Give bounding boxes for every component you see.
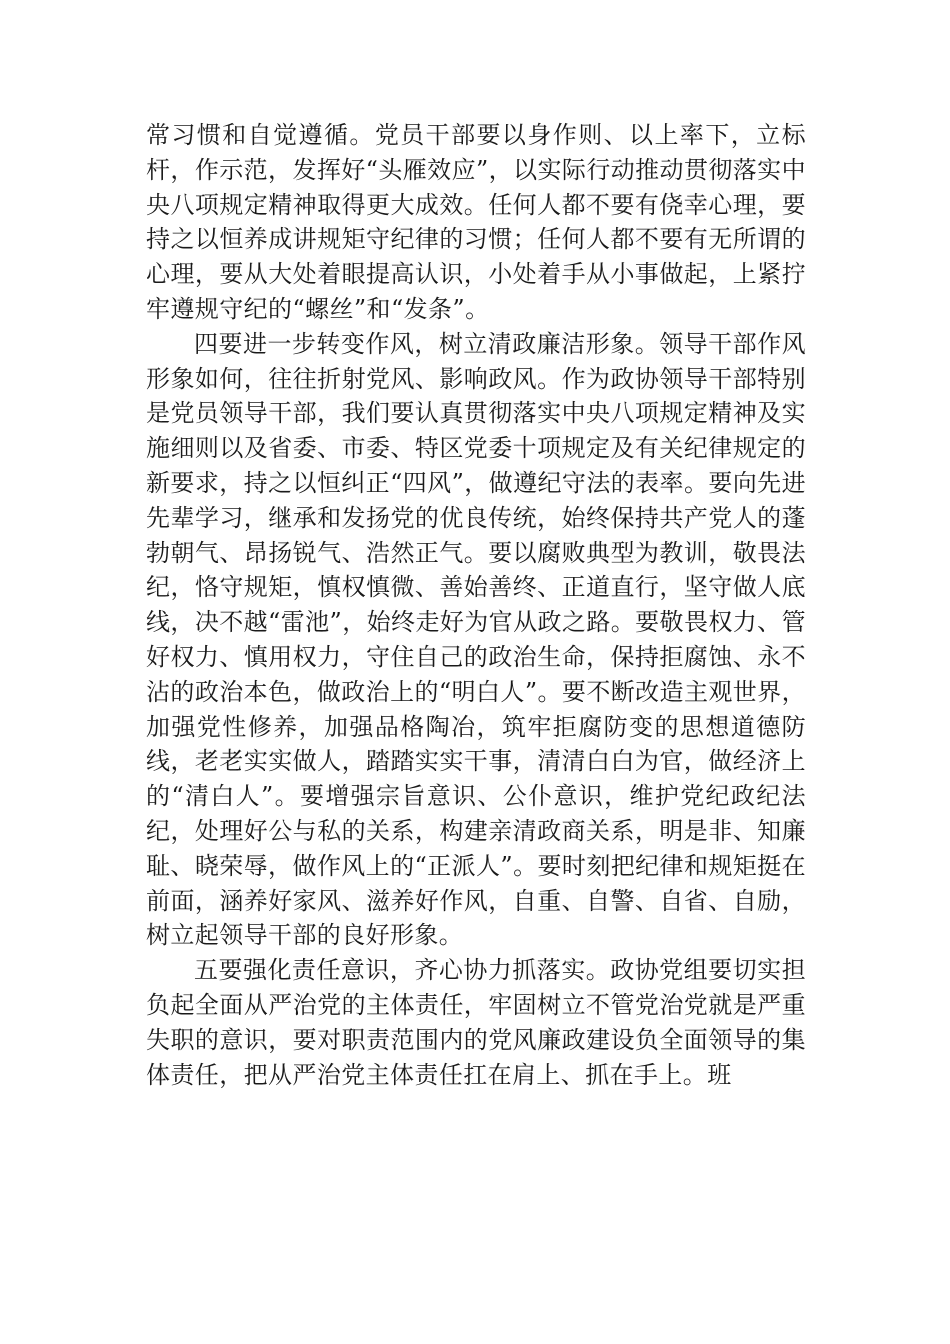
document-body [146,118,806,1092]
paragraph-continuation: 常习惯和自觉遵循。党员干部要以身作则、以上率下，立标杆，作示范，发挥好“头雁效应”，以实际行动推动贯彻落实中央八项规定精神取得更大成效。任何人都不要有侥幸心理，要持之以恒养成讲规矩守纪律的习惯；任何人都不要有无所谓的心理，要从大处着眼提高认识，小处着手从小事做起，上紧拧牢遵规守纪的“螺丝”和“发条”。 [146,121,806,323]
paragraph-point-five: 五要强化责任意识，齐心协力抓落实。政协党组要切实担负起全面从严治党的主体责任，牢固树立不管党治党就是严重失职的意识，要对职责范围内的党风廉政建设负全面领导的集体责任，把从严治党主体责任扛在肩上、抓在手上。班 [146,956,806,1089]
paragraph-point-four: 四要进一步转变作风，树立清政廉洁形象。领导干部作风形象如何，往往折射党风、影响政风。作为政协领导干部特别是党员领导干部，我们要认真贯彻落实中央八项规定精神及实施细则以及省委、市委、特区党委十项规定及有关纪律规定的新要求，持之以恒纠正“四风”，做遵纪守法的表率。要向先进先辈学习，继承和发扬党的优良传统，始终保持共产党人的蓬勃朝气、昂扬锐气、浩然正气。要以腐败典型为教训，敬畏法纪，恪守规矩，慎权慎微、善始善终、正道直行，坚守做人底线，决不越“雷池”，始终走好为官从政之路。要敬畏权力、管好权力、慎用权力，守住自己的政治生命，保持拒腐蚀、永不沾的政治本色，做政治上的“明白人”。要不断改造主观世界，加强党性修养，加强品格陶冶，筑牢拒腐防变的思想道德防线，老老实实做人，踏踏实实干事，清清白白为官，做经济上的“清白人”。要增强宗旨意识、公仆意识，维护党纪政纪法纪，处理好公与私的关系，构建亲清政商关系，明是非、知廉耻、晓荣辱，做作风上的“正派人”。要时刻把纪律和规矩挺在前面，涵养好家风、滋养好作风，自重、自警、自省、自励，树立起领导干部的良好形象。 [146,329,806,950]
